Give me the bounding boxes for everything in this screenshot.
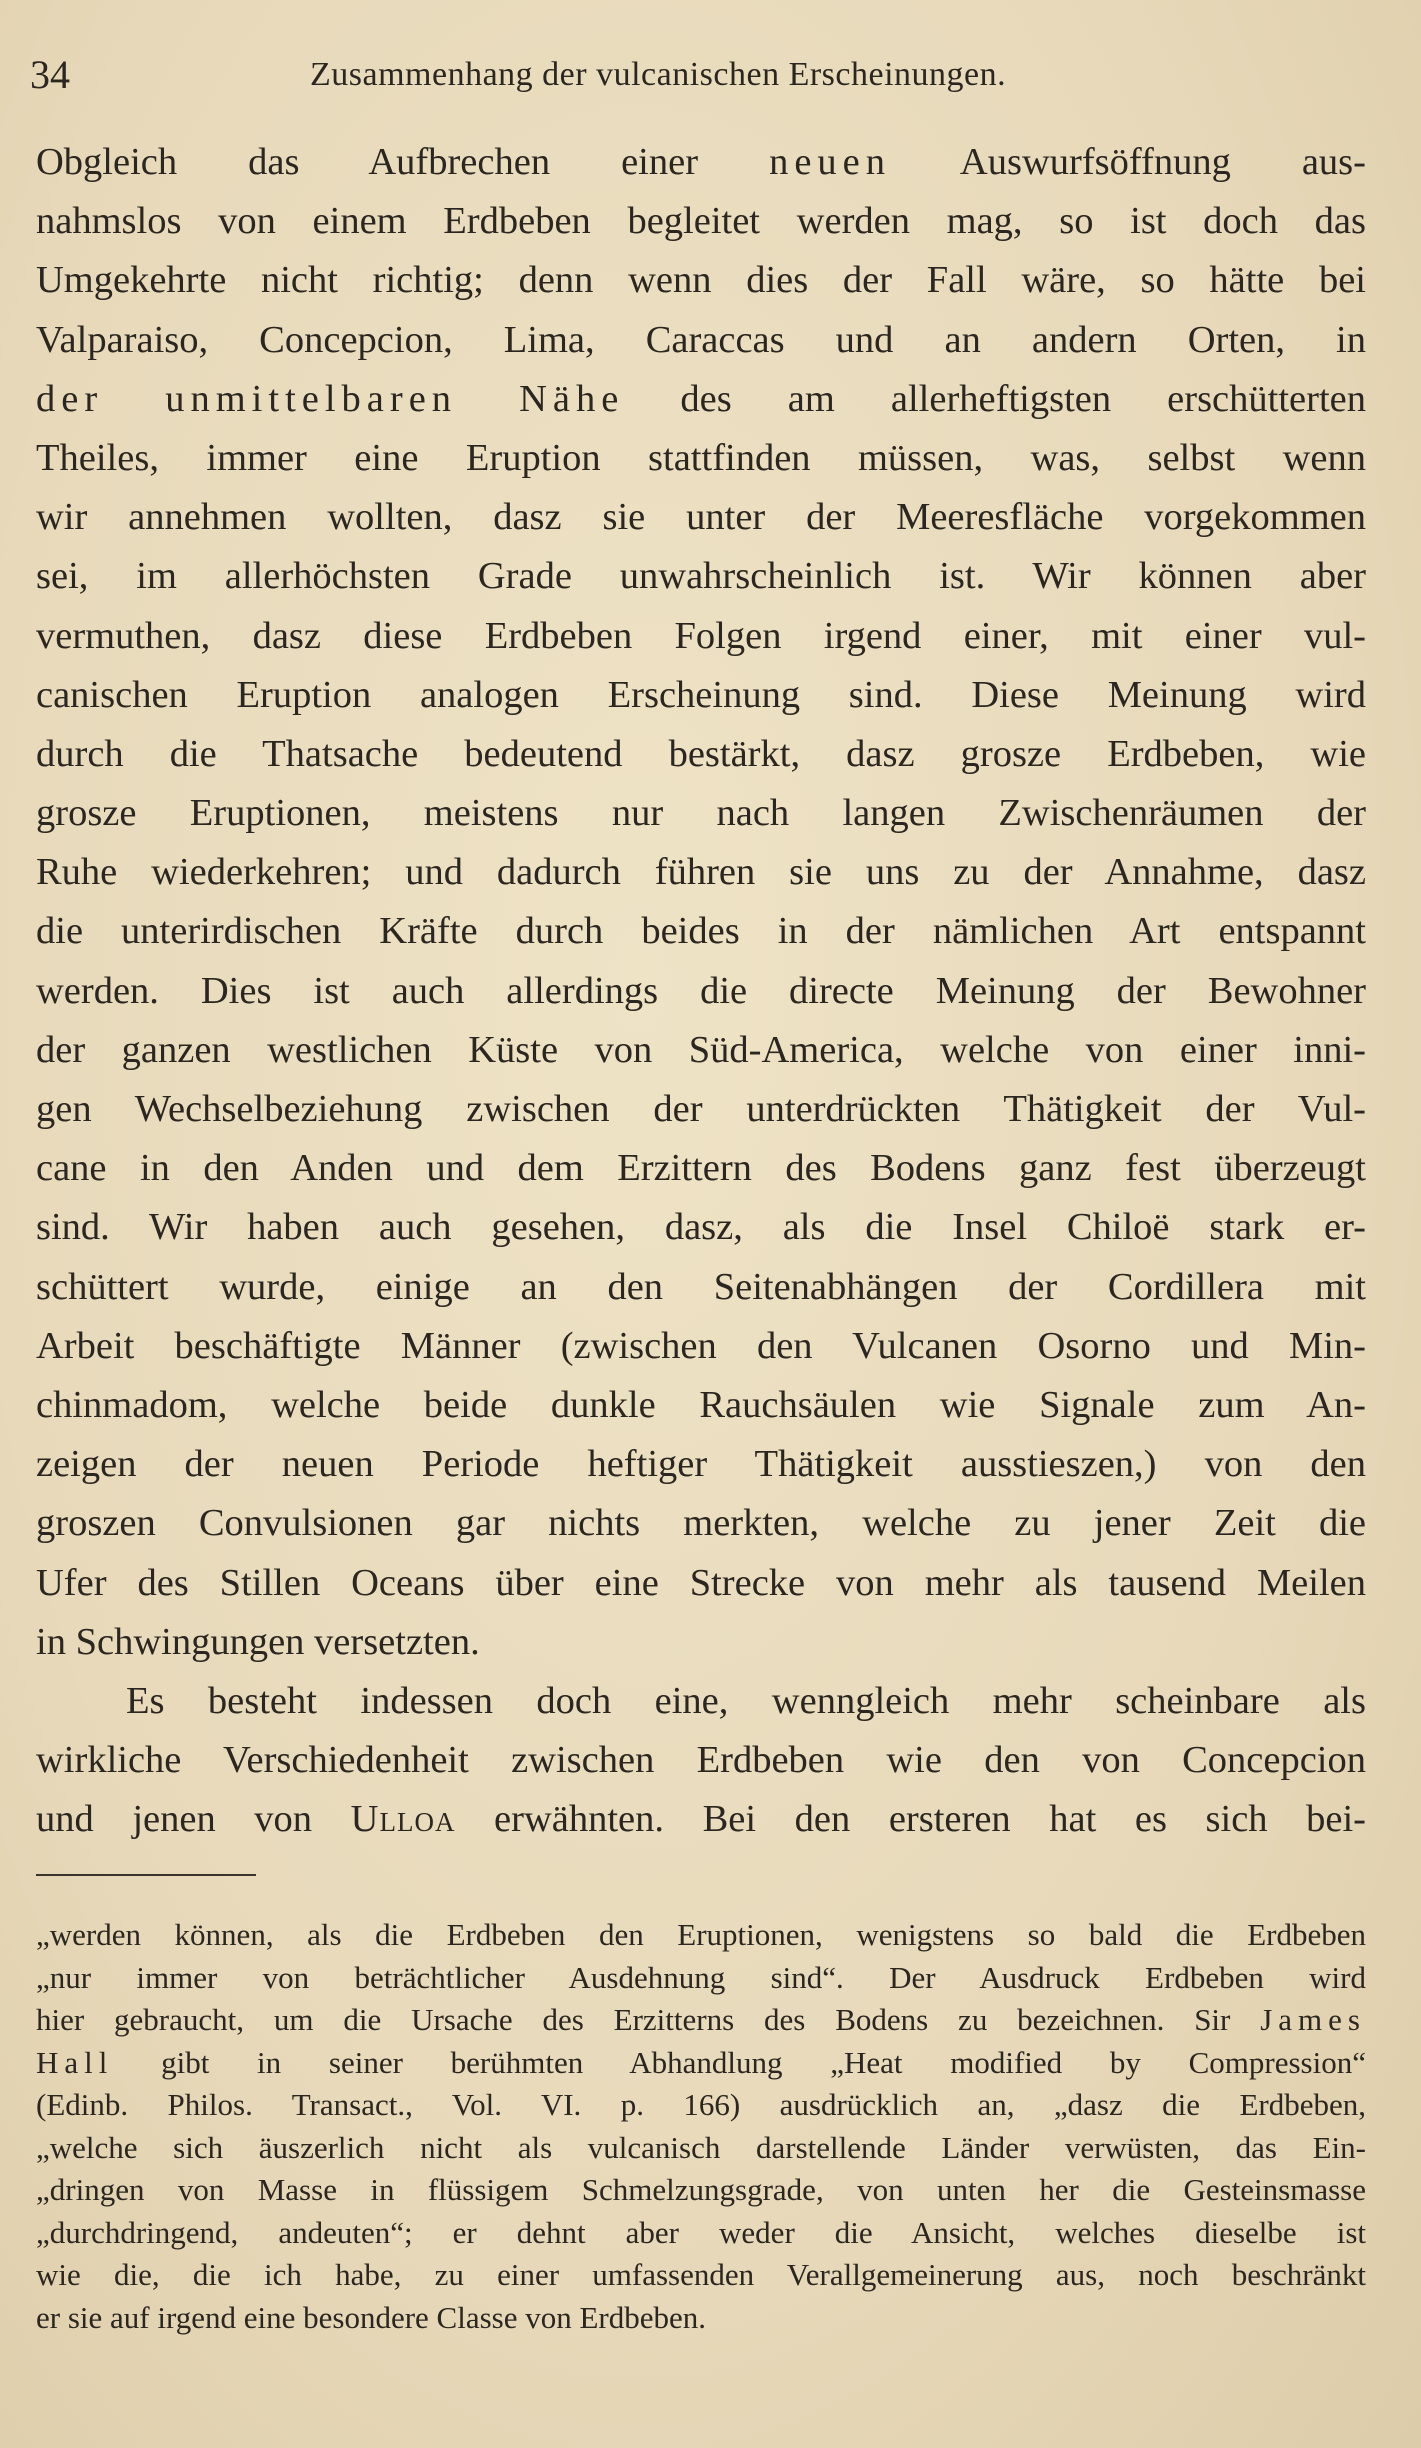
text-line xyxy=(36,843,1366,902)
text-run: „nur immer von beträchtlicher Ausdehnung sind“. Der Ausdruck Erdbeben wird xyxy=(36,1959,1366,1995)
text-line xyxy=(36,429,1366,488)
text-line xyxy=(36,370,1366,429)
text-line xyxy=(36,1435,1366,1494)
text-run: neuen xyxy=(769,141,892,183)
text-run: Arbeit beschäftigte Männer (zwischen den Vulcanen Osorno und Min- xyxy=(36,1324,1366,1367)
text-run: Ulloa xyxy=(350,1798,456,1841)
text-run: nahmslos von einem Erdbeben begleitet werden mag, so ist doch das xyxy=(36,200,1366,243)
text-line xyxy=(36,1080,1366,1139)
footnote-line xyxy=(36,2127,1366,2170)
text-line xyxy=(36,1139,1366,1198)
text-line xyxy=(36,1554,1366,1613)
text-line xyxy=(36,1494,1366,1553)
text-run: groszen Convulsionen gar nichts merkten, welche zu jener Zeit die xyxy=(36,1502,1366,1545)
main-text xyxy=(36,133,1366,1849)
text-line xyxy=(36,251,1366,310)
text-run: Hall xyxy=(36,2044,114,2080)
page-header xyxy=(30,50,1360,100)
text-line xyxy=(36,1790,1366,1849)
text-run: „werden können, als die Erdbeben den Eruptionen, wenigstens so bald die Erdbeben xyxy=(36,1917,1366,1952)
text-run: erwähnten. Bei den ersteren hat es sich bei- xyxy=(455,1798,1367,1841)
text-run: durch die Thatsache bedeutend bestärkt, dasz grosze Erdbeben, wie xyxy=(36,732,1366,775)
running-title: Zusammenhang der vulcanischen Erscheinungen. xyxy=(310,56,1007,93)
text-run: Theiles, immer eine Eruption stattfinden müssen, was, selbst wenn xyxy=(36,436,1366,479)
text-line xyxy=(36,1376,1366,1435)
text-line xyxy=(36,1672,1366,1731)
text-run: Es besteht indessen doch eine, wenngleich mehr scheinbare als xyxy=(126,1679,1366,1722)
text-line xyxy=(36,1613,1366,1672)
footnote-line xyxy=(36,2212,1366,2255)
text-line xyxy=(36,311,1366,370)
footnote-line xyxy=(36,2084,1366,2127)
text-line xyxy=(36,1198,1366,1257)
text-line xyxy=(36,666,1366,725)
text-run: gen Wechselbeziehung zwischen der unterdrückten Thätigkeit der Vul- xyxy=(36,1088,1366,1130)
text-run: sind. Wir haben auch gesehen, dasz, als die Insel Chiloë stark er- xyxy=(36,1206,1366,1249)
footnote-line xyxy=(36,1999,1366,2042)
text-run: des am allerheftigsten erschütterten xyxy=(624,377,1366,420)
text-run: cane in den Anden und dem Erzittern des Bodens ganz fest überzeugt xyxy=(36,1147,1366,1190)
footnote-line xyxy=(36,2169,1366,2212)
text-run: wie die, die ich habe, zu einer umfassenden Verallgemeinerung aus, noch beschränkt xyxy=(36,2257,1366,2292)
text-line xyxy=(36,1021,1366,1080)
text-run: hier gebraucht, um die Ursache des Erzitterns des Bodens zu bezeichnen. Sir xyxy=(36,2002,1261,2037)
text-run: die unterirdischen Kräfte durch beides in der nämlichen Art entspannt xyxy=(36,910,1366,953)
text-run: in Schwingungen versetzten. xyxy=(36,1620,480,1663)
footnote-line xyxy=(36,1914,1366,1957)
text-line xyxy=(36,902,1366,961)
text-run: werden. Dies ist auch allerdings die directe Meinung der Bewohner xyxy=(36,969,1366,1012)
text-run: der unmittelbaren Nähe xyxy=(36,377,625,420)
text-run: „durchdringend, andeuten“; er dehnt aber weder die Ansicht, welches dieselbe ist xyxy=(36,2214,1366,2250)
text-line xyxy=(36,962,1366,1021)
text-line xyxy=(36,133,1366,192)
text-run: chinmadom, welche beide dunkle Rauchsäulen wie Signale zum An- xyxy=(36,1383,1366,1426)
text-line xyxy=(36,192,1366,251)
text-line xyxy=(36,1731,1366,1790)
text-run: (Edinb. Philos. Transact., Vol. VI. p. 166) ausdrücklich an, „dasz die Erdbeben, xyxy=(36,2087,1366,2122)
footnote xyxy=(36,1914,1366,2339)
text-run: grosze Eruptionen, meistens nur nach langen Zwischenräumen der xyxy=(36,792,1366,835)
text-run: canischen Eruption analogen Erscheinung sind. Diese Meinung wird xyxy=(36,673,1366,716)
text-run: Ufer des Stillen Oceans über eine Strecke von mehr als tausend Meilen xyxy=(36,1561,1366,1604)
page-number: 34 xyxy=(30,52,70,97)
text-run: zeigen der neuen Periode heftiger Thätigkeit ausstieszen,) von den xyxy=(36,1443,1366,1486)
text-run: sei, im allerhöchsten Grade unwahrscheinlich ist. Wir können aber xyxy=(36,555,1366,598)
text-run: Ruhe wiederkehren; und dadurch führen sie uns zu der Annahme, dasz xyxy=(36,851,1366,894)
text-run: schüttert wurde, einige an den Seitenabhängen der Cordillera mit xyxy=(36,1265,1366,1308)
text-run: Umgekehrte nicht richtig; denn wenn dies der Fall wäre, so hätte bei xyxy=(36,259,1366,302)
text-run: gibt in seiner berühmten Abhandlung „Heat modified by Compression“ xyxy=(113,2044,1366,2080)
text-run: wirkliche Verschiedenheit zwischen Erdbeben wie den von Concepcion xyxy=(36,1739,1366,1782)
text-line xyxy=(36,1258,1366,1317)
text-run: er sie auf irgend eine besondere Classe von Erdbeben. xyxy=(36,2299,706,2335)
text-line xyxy=(36,725,1366,784)
footnote-line xyxy=(36,2042,1366,2085)
footnote-line xyxy=(36,1957,1366,2000)
text-line xyxy=(36,1317,1366,1376)
footnote-line xyxy=(36,2254,1366,2297)
text-run: wir annehmen wollten, dasz sie unter der Meeresfläche vorgekommen xyxy=(36,496,1366,539)
text-run: James xyxy=(1260,2002,1366,2037)
text-run: Obgleich das Aufbrechen einer xyxy=(36,141,770,183)
footnote-divider xyxy=(36,1874,256,1876)
text-line xyxy=(36,784,1366,843)
text-line xyxy=(36,488,1366,547)
text-line xyxy=(36,607,1366,666)
text-line xyxy=(36,547,1366,606)
text-run: „welche sich äuszerlich nicht als vulcanisch darstellende Länder verwüsten, das Ein- xyxy=(36,2129,1366,2165)
text-run: vermuthen, dasz diese Erdbeben Folgen irgend einer, mit einer vul- xyxy=(36,614,1366,657)
text-run: Valparaiso, Concepcion, Lima, Caraccas und an andern Orten, in xyxy=(36,318,1366,361)
text-run: der ganzen westlichen Küste von Süd-America, welche von einer inni- xyxy=(36,1028,1366,1071)
footnote-line xyxy=(36,2297,1366,2340)
text-run: und jenen von xyxy=(36,1798,351,1841)
text-run: Auswurfsöffnung aus- xyxy=(891,141,1366,183)
text-run: „dringen von Masse in flüssigem Schmelzungsgrade, von unten her die Gesteinsmasse xyxy=(36,2172,1366,2207)
